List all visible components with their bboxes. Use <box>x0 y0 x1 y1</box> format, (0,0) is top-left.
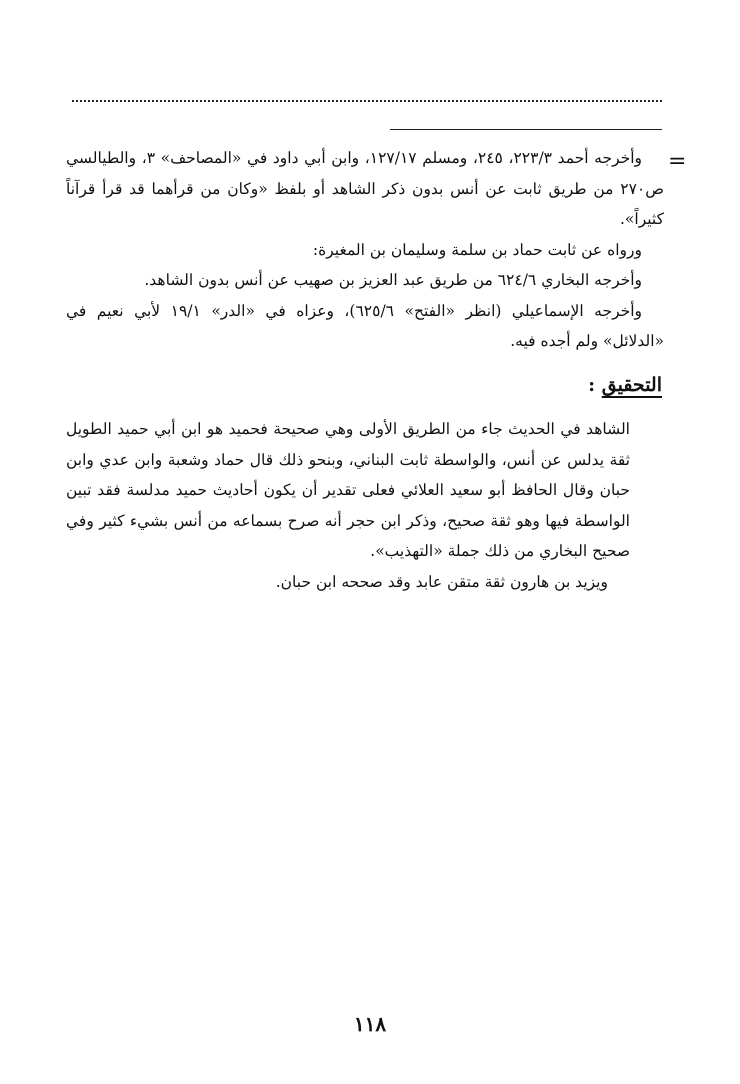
main-body-text <box>66 414 630 597</box>
body-paragraph: ويزيد بن هارون ثقة متقن عابد وقد صححه ابن حبان. <box>275 572 608 591</box>
footnote-continuation-marker: = <box>668 149 687 174</box>
page-number: ١١٨ <box>353 1012 387 1036</box>
body-paragraph: الشاهد في الحديث جاء من الطريق الأولى وهي صحيحة فحميد هو ابن أبي حميد الطويل ثقة يدلس عن أنس، والواسطة ثابت البناني، وبنحو ذلك قال حماد وشعبة وابن عدي وابن حبان وقال الحافظ أبو سعيد العلائي فعلى تقدير أن يكون أحاديث حميد مدلسة فقد تبين الواسطة فيها وهو ثقة صحيح، وذكر ابن حجر أنه صرح بسماعه من أنس بشيء كثير وفي صحيح البخاري من ذلك جملة «التهذيب». <box>66 420 630 560</box>
footnote-paragraph: ورواه عن ثابت حماد بن سلمة وسليمان بن المغيرة: <box>312 240 642 259</box>
footnote-paragraph: وأخرجه البخاري ٦٢٤/٦ من طريق عبد العزيز بن صهيب عن أنس بدون الشاهد. <box>144 271 642 289</box>
section-heading-colon: : <box>588 374 596 396</box>
footnote-separator-rule <box>390 129 662 130</box>
footnote-paragraph: وأخرجه أحمد ٢٢٣/٣، ٢٤٥، ومسلم ١٢٧/١٧، وابن أبي داود في «المصاحف» ٣، والطيالسي ص٢٧٠ من طريق ثابت عن أنس بدون ذكر الشاهد أو بلفظ «وكان من قرأهما قد قرأ قرآناً كثيراً». <box>66 149 664 228</box>
footnotes-block <box>66 143 664 357</box>
section-heading <box>588 370 662 400</box>
section-heading-text: التحقيق <box>601 374 662 396</box>
header-dotted-rule <box>72 100 662 102</box>
footnote-paragraph: وأخرجه الإسماعيلي (انظر «الفتح» ٦٢٥/٦)، وعزاه في «الدر» ١٩/١ لأبي نعيم في «الدلائل» ولم أجده فيه. <box>66 301 664 350</box>
